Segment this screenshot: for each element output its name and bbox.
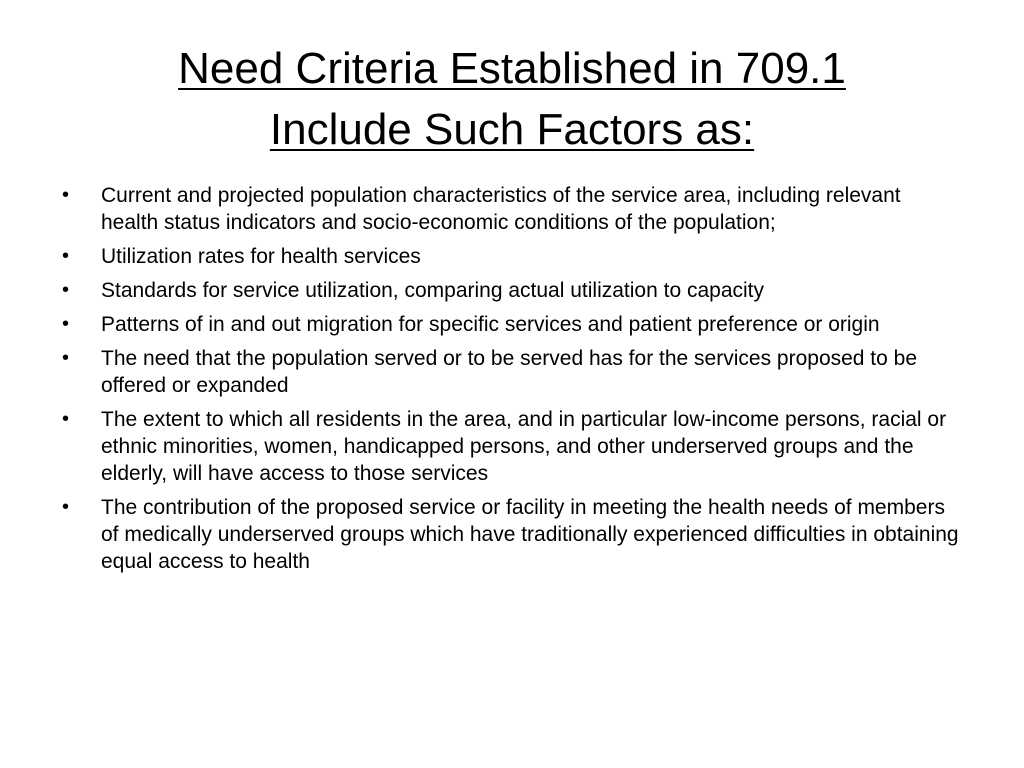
bullet-marker: • xyxy=(62,347,70,369)
bullet-text: The need that the population served or to be served has for the services proposed to be offered or expanded xyxy=(101,347,918,397)
bullet-item-need xyxy=(58,345,963,399)
bullet-item-access xyxy=(58,406,963,487)
bullet-marker: • xyxy=(62,184,70,206)
bullet-item-population xyxy=(58,182,963,236)
bullet-text: Current and projected population characteristics of the service area, including relevant health status indicators and socio-economic conditions of the population; xyxy=(101,184,901,234)
bullet-item-migration xyxy=(58,311,963,338)
bullet-item-contribution xyxy=(58,494,963,575)
bullet-text: The extent to which all residents in the area, and in particular low-income persons, racial or ethnic minorities, women, handicapped persons, and other underserved groups and the elderly, will have access to those services xyxy=(101,408,947,485)
bullet-marker: • xyxy=(62,496,70,518)
bullet-marker: • xyxy=(62,245,70,267)
bullet-item-utilization-rates xyxy=(58,243,963,270)
bullet-list xyxy=(58,182,963,582)
bullet-item-standards xyxy=(58,277,963,304)
bullet-text: Utilization rates for health services xyxy=(101,245,421,268)
slide-title xyxy=(60,38,964,160)
bullet-marker: • xyxy=(62,408,70,430)
bullet-marker: • xyxy=(62,313,70,335)
bullet-text: Patterns of in and out migration for specific services and patient preference or origin xyxy=(101,313,880,336)
bullet-text: Standards for service utilization, comparing actual utilization to capacity xyxy=(101,279,764,302)
bullet-marker: • xyxy=(62,279,70,301)
title-line-2: Include Such Factors as: xyxy=(269,105,755,154)
bullet-text: The contribution of the proposed service or facility in meeting the health needs of members of medically underserved groups which have traditionally experienced difficulties in obtaining equal access to health xyxy=(101,496,959,573)
title-line-1: Need Criteria Established in 709.1 xyxy=(178,44,846,93)
